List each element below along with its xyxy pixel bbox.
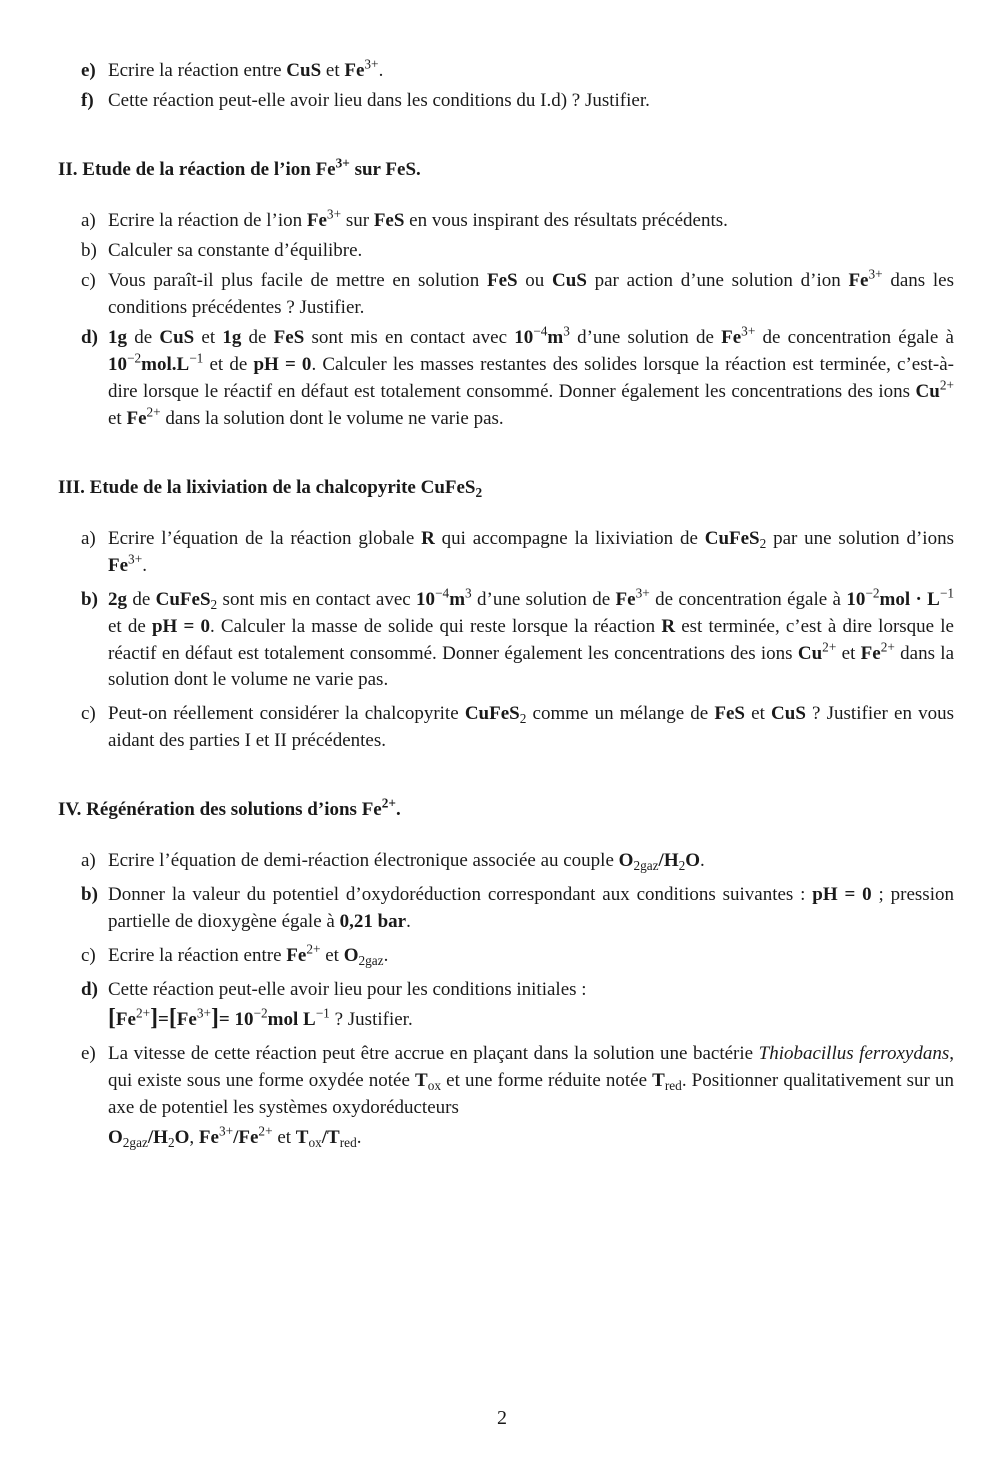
text: Peut-on réellement considérer la chalcopyrite bbox=[108, 703, 465, 725]
text: comme un mélange de bbox=[526, 703, 715, 725]
formula: CuS bbox=[771, 703, 806, 725]
formula: T bbox=[295, 1127, 309, 1149]
subscript: 2 bbox=[759, 535, 767, 551]
subscript: 2 bbox=[678, 858, 686, 874]
formula: FeS bbox=[486, 269, 518, 291]
question-IV-e bbox=[58, 1041, 954, 1152]
text: Ecrire l’équation de demi-réaction électronique associée au couple bbox=[108, 850, 619, 872]
text: . Positionner qualitativement sur un axe de potentiel les systèmes oxydoréducteurs bbox=[108, 1070, 954, 1119]
text: et bbox=[321, 60, 345, 81]
text: Vous paraît-il plus facile de mettre en solution bbox=[108, 269, 487, 291]
text: Donner la valeur du potentiel d’oxydoréduction correspondant aux conditions suivantes : bbox=[108, 884, 813, 906]
text: ; pression partielle de dioxygène égale à bbox=[108, 884, 954, 933]
quantity: 0,21 bar bbox=[339, 911, 407, 933]
formula: Fe bbox=[198, 1127, 219, 1149]
text: Ecrire l’équation de la réaction globale bbox=[108, 527, 422, 549]
charge: 2+ bbox=[381, 796, 396, 812]
charge: 3+ bbox=[741, 323, 756, 339]
text: qui accompagne la lixiviation de bbox=[434, 527, 705, 549]
item-letter: d) bbox=[81, 326, 98, 348]
item-letter: b) bbox=[81, 239, 97, 261]
subscript: 2gaz bbox=[633, 858, 659, 874]
redox-systems-line bbox=[108, 1125, 954, 1152]
charge: 3+ bbox=[128, 551, 143, 567]
item-letter: a) bbox=[81, 850, 96, 872]
text: . bbox=[700, 850, 705, 872]
quantity: 10 bbox=[846, 588, 866, 610]
item-letter: d) bbox=[81, 979, 98, 1001]
charge: 3+ bbox=[335, 155, 350, 171]
text: Ecrire la réaction entre bbox=[108, 945, 287, 967]
formula: O bbox=[618, 850, 634, 872]
item-letter: f) bbox=[81, 89, 94, 111]
text: ou bbox=[517, 269, 553, 291]
text: et de bbox=[108, 615, 152, 637]
text: sont mis en contact avec bbox=[217, 588, 417, 610]
formula: T bbox=[415, 1070, 428, 1092]
section-heading-II bbox=[58, 157, 954, 184]
equals: = bbox=[158, 1009, 169, 1031]
quantity: 10 bbox=[416, 588, 436, 610]
item-letter: a) bbox=[81, 209, 96, 231]
unit: mol.L bbox=[141, 353, 190, 375]
subscript: red bbox=[664, 1078, 682, 1094]
question-II-d bbox=[58, 325, 954, 433]
formula: Cu bbox=[915, 380, 940, 402]
text: . Calculer les masses restantes des solides lorsque la réaction est terminée, c’est-à-dire lorsque le réactif en défaut est totalement consommé. Donner également les concentrations des ions bbox=[108, 353, 954, 402]
item-letter: a) bbox=[81, 527, 96, 549]
condition: pH = 0 bbox=[812, 884, 872, 906]
text: . bbox=[142, 554, 147, 576]
text: . bbox=[383, 945, 389, 967]
text: en vous inspirant des résultats précédents. bbox=[404, 209, 728, 231]
text: et bbox=[836, 642, 861, 664]
charge: 2+ bbox=[146, 404, 161, 420]
question-IV-a bbox=[58, 848, 954, 875]
formula: Fe bbox=[721, 326, 742, 348]
question-III-a bbox=[58, 526, 954, 580]
text: Cette réaction peut-elle avoir lieu dans les conditions du I.d) ? Justifier. bbox=[108, 89, 650, 111]
text: et de bbox=[203, 353, 254, 375]
page-content bbox=[58, 58, 954, 1159]
formula: O bbox=[174, 1127, 190, 1149]
question-II-c bbox=[58, 268, 954, 322]
formula: Fe bbox=[126, 407, 147, 429]
formula: Fe bbox=[315, 158, 336, 180]
formula: /T bbox=[321, 1127, 340, 1149]
subscript: 2 bbox=[210, 596, 218, 612]
subscript: 2 bbox=[519, 711, 527, 727]
formula: FeS bbox=[273, 326, 305, 348]
formula: CuS bbox=[159, 326, 195, 348]
text: dans la solution dont le volume ne varie pas. bbox=[160, 407, 504, 429]
formula: /H bbox=[658, 850, 679, 872]
text: ? Justifier. bbox=[329, 1009, 413, 1031]
item-letter: b) bbox=[81, 588, 98, 610]
formula: CuFeS bbox=[704, 527, 760, 549]
bacteria-name: Thiobacillus ferroxydans bbox=[758, 1043, 950, 1065]
question-IV-d bbox=[58, 977, 954, 1034]
text: III. Etude de la lixiviation de la chalcopyrite bbox=[58, 476, 421, 498]
text: . bbox=[416, 158, 421, 180]
formula: CuS bbox=[552, 269, 587, 291]
question-II-b bbox=[58, 238, 954, 265]
reaction-label: R bbox=[421, 527, 435, 549]
item-letter: c) bbox=[81, 703, 96, 725]
text: . bbox=[378, 60, 384, 81]
item-letter: e) bbox=[81, 1043, 96, 1065]
exponent: −2 bbox=[253, 1005, 268, 1021]
quantity: 2g bbox=[108, 588, 127, 610]
formula: /H bbox=[147, 1127, 168, 1149]
item-letter: c) bbox=[81, 945, 96, 967]
text: ? Justifier en vous aidant des parties I et II précédentes. bbox=[108, 703, 954, 752]
exponent: −1 bbox=[939, 585, 954, 601]
unit: m bbox=[449, 588, 466, 610]
subscript: 2gaz bbox=[358, 953, 384, 969]
condition: pH = 0 bbox=[151, 615, 210, 637]
text: et bbox=[745, 703, 772, 725]
text: sur bbox=[341, 209, 374, 231]
text: et bbox=[272, 1127, 296, 1149]
charge: 3+ bbox=[364, 56, 379, 72]
charge: 2+ bbox=[939, 377, 954, 393]
text: La vitesse de cette réaction peut être accrue en plaçant dans la solution une bactérie bbox=[108, 1043, 759, 1065]
quantity: 1g bbox=[108, 326, 127, 348]
formula: Fe bbox=[108, 554, 129, 576]
formula: Fe bbox=[176, 1009, 197, 1031]
text: dans les conditions précédentes ? Justifier. bbox=[108, 269, 955, 318]
subscript: ox bbox=[308, 1135, 322, 1151]
text: sur bbox=[349, 158, 386, 180]
subscript: 2 bbox=[475, 484, 483, 500]
initial-conditions-equation bbox=[108, 1007, 954, 1034]
text: IV. Régénération des solutions d’ions bbox=[58, 799, 362, 821]
formula: O bbox=[685, 850, 701, 872]
item-letter: e) bbox=[81, 60, 96, 81]
text: . bbox=[395, 799, 401, 821]
quantity: = 10 bbox=[218, 1009, 254, 1031]
formula: Fe bbox=[306, 209, 327, 231]
quantity: 10 bbox=[514, 326, 534, 348]
exponent: −2 bbox=[865, 585, 880, 601]
text: . bbox=[406, 911, 411, 933]
text: Calculer sa constante d’équilibre. bbox=[108, 239, 363, 261]
charge: 2+ bbox=[306, 941, 321, 957]
text: de concentration égale à bbox=[755, 326, 954, 348]
text: Ecrire la réaction de l’ion bbox=[108, 209, 307, 231]
formula: CuFeS bbox=[155, 588, 211, 610]
text: et bbox=[108, 407, 127, 429]
formula: Fe bbox=[848, 269, 869, 291]
bracket: ] bbox=[150, 1005, 159, 1032]
formula: Fe bbox=[115, 1009, 136, 1031]
text: Ecrire la réaction entre bbox=[108, 60, 287, 81]
bracket: [ bbox=[168, 1005, 177, 1032]
text: d’une solution de bbox=[569, 326, 722, 348]
formula: Fe bbox=[286, 945, 307, 967]
text: de concentration égale à bbox=[649, 588, 847, 610]
text: et bbox=[320, 945, 344, 967]
formula: CuFeS bbox=[464, 703, 520, 725]
exponent: 3 bbox=[563, 323, 570, 339]
formula: Fe bbox=[344, 60, 365, 81]
text: et bbox=[194, 326, 223, 348]
unit: mol L bbox=[267, 1009, 316, 1031]
formula: Fe bbox=[361, 799, 382, 821]
text: par une solution d’ions bbox=[766, 527, 954, 549]
question-III-c bbox=[58, 701, 954, 755]
subscript: 2 bbox=[167, 1135, 175, 1151]
charge: 3+ bbox=[196, 1005, 211, 1021]
exponent: −2 bbox=[127, 350, 142, 366]
unit: m bbox=[547, 326, 564, 348]
formula: T bbox=[652, 1070, 665, 1092]
quantity: 1g bbox=[222, 326, 242, 348]
text: sont mis en contact avec bbox=[304, 326, 515, 348]
question-I-e bbox=[58, 58, 954, 85]
charge: 3+ bbox=[868, 266, 883, 282]
text: d’une solution de bbox=[471, 588, 616, 610]
quantity: 10 bbox=[108, 353, 127, 375]
charge: 3+ bbox=[326, 206, 342, 222]
subscript: 2gaz bbox=[122, 1135, 148, 1151]
formula: CuFeS bbox=[420, 476, 476, 498]
reaction-label: R bbox=[661, 615, 676, 637]
text: , bbox=[189, 1127, 199, 1149]
formula: FeS bbox=[714, 703, 745, 725]
unit: mol · L bbox=[879, 588, 940, 610]
formula: CuS bbox=[286, 60, 322, 81]
exponent: −4 bbox=[533, 323, 548, 339]
question-I-f bbox=[58, 88, 954, 115]
exponent: −1 bbox=[315, 1005, 330, 1021]
page-number: 2 bbox=[497, 1407, 507, 1429]
charge: 2+ bbox=[135, 1005, 151, 1021]
text: II. Etude de la réaction de l’ion bbox=[58, 158, 316, 180]
item-letter: b) bbox=[81, 884, 98, 906]
formula: O bbox=[343, 945, 359, 967]
formula: FeS bbox=[385, 158, 417, 180]
question-II-a bbox=[58, 208, 954, 235]
formula: O bbox=[108, 1127, 123, 1149]
charge: 2+ bbox=[258, 1123, 273, 1139]
text: Cette réaction peut-elle avoir lieu pour les conditions initiales : bbox=[108, 979, 587, 1001]
text: dans la solution dont le volume ne varie pas. bbox=[108, 642, 955, 691]
section-heading-IV bbox=[58, 797, 954, 824]
formula: Fe bbox=[615, 588, 636, 610]
formula: Fe bbox=[860, 642, 881, 664]
formula: FeS bbox=[373, 209, 405, 231]
text: de bbox=[127, 326, 160, 348]
subscript: ox bbox=[427, 1078, 442, 1094]
question-III-b bbox=[58, 587, 954, 695]
formula: Cu bbox=[797, 642, 823, 664]
text: est terminée, c’est à dire lorsque le réactif en défaut est totalement consommé. Donner également les concentrations des ions bbox=[108, 615, 954, 664]
charge: 3+ bbox=[218, 1123, 234, 1139]
question-IV-b bbox=[58, 882, 954, 936]
text: de bbox=[241, 326, 274, 348]
charge: 2+ bbox=[822, 639, 837, 655]
text: par action d’une solution d’ion bbox=[586, 269, 849, 291]
text: et une forme réduite notée bbox=[441, 1070, 653, 1092]
text: . Calculer la masse de solide qui reste lorsque la réaction bbox=[209, 615, 662, 637]
item-letter: c) bbox=[81, 269, 96, 291]
exponent: 3 bbox=[465, 585, 472, 601]
bracket: [ bbox=[108, 1005, 116, 1032]
charge: 3+ bbox=[635, 585, 650, 601]
exponent: −4 bbox=[435, 585, 450, 601]
section-heading-III bbox=[58, 475, 954, 502]
formula: /Fe bbox=[233, 1127, 259, 1149]
question-IV-c bbox=[58, 943, 954, 970]
subscript: red bbox=[339, 1135, 357, 1151]
exponent: −1 bbox=[189, 350, 204, 366]
charge: 2+ bbox=[880, 639, 895, 655]
bracket: ] bbox=[211, 1005, 219, 1032]
condition: pH = 0 bbox=[253, 353, 312, 375]
text: . bbox=[356, 1127, 362, 1149]
text: , qui existe sous une forme oxydée notée bbox=[108, 1043, 954, 1092]
text: de bbox=[127, 588, 156, 610]
